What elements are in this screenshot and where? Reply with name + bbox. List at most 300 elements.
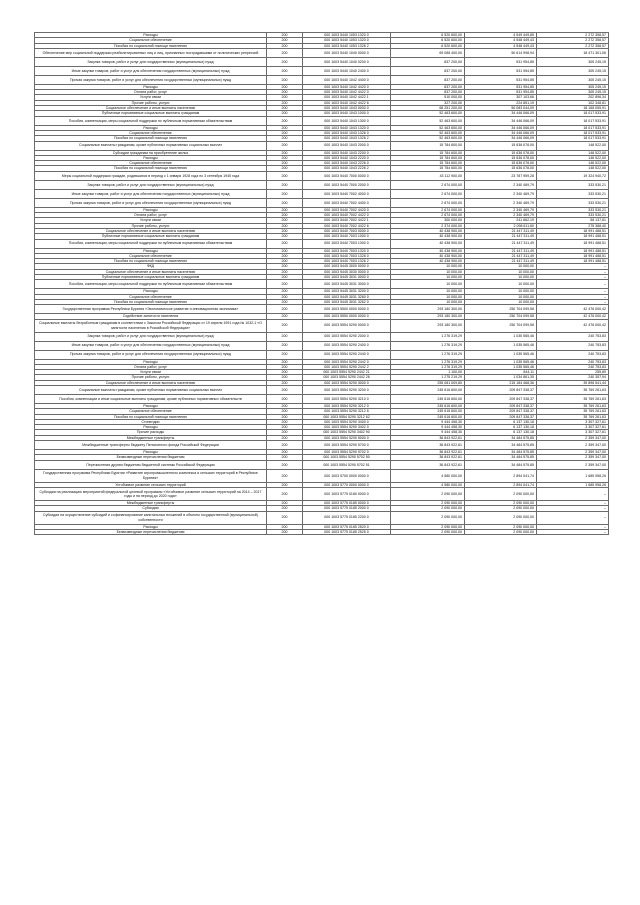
table-row (35, 180, 609, 189)
row-name-cell: Прочие работы, услуги (35, 100, 267, 105)
line-code-cell: 200 (267, 95, 303, 100)
executed-amount-cell: 2 090 000,00 (465, 506, 537, 511)
approved-amount-cell: 43 112 900,00 (391, 171, 465, 180)
budget-code-cell: 000 1003 5445 3031 3262 0 (303, 299, 391, 304)
line-code-cell: 200 (267, 385, 303, 394)
budget-code-cell: 000 1003 5775 0185 2000 0 (303, 506, 391, 511)
unexecuted-amount-cell: 2 359 347,00 (537, 435, 609, 440)
line-code-cell: 200 (267, 319, 303, 332)
line-code-cell: 200 (267, 100, 303, 105)
unexecuted-amount-cell: 148 522,00 (537, 141, 609, 150)
approved-amount-cell: 40 438 900,00 (391, 259, 465, 264)
line-code-cell: 200 (267, 409, 303, 414)
table-row (35, 305, 609, 314)
line-code-cell: 200 (267, 125, 303, 130)
budget-code-cell: 000 1003 5440 7003 1326 0 (303, 253, 391, 258)
unexecuted-amount-cell: 148 522,00 (537, 155, 609, 160)
approved-amount-cell: 2 674 000,00 (391, 189, 465, 198)
line-code-cell: 200 (267, 275, 303, 280)
executed-amount-cell: 2 090 000,00 (465, 511, 537, 524)
row-name-cell: Расходы (35, 524, 267, 529)
budget-code-cell: 000 1003 5775 0180 0000 0 (303, 487, 391, 500)
budget-code-cell: 000 1003 5775 0185 2520 0 (303, 524, 391, 529)
unexecuted-amount-cell: 18 017 533,91 (537, 111, 609, 116)
table-row (35, 460, 609, 469)
approved-amount-cell: 245 616 600,00 (391, 414, 465, 419)
line-code-cell: 200 (267, 48, 303, 57)
line-code-cell: 200 (267, 223, 303, 228)
unexecuted-amount-cell: 102 348,81 (537, 100, 609, 105)
unexecuted-amount-cell: 35 769 261,63 (537, 403, 609, 408)
executed-amount-cell: 15 636 078,00 (465, 141, 537, 150)
budget-code-cell: 000 1003 5440 1042 4422 1 (303, 95, 391, 100)
budget-code-cell: 000 1003 5440 7003 1326 2 (303, 259, 391, 264)
approved-amount-cell: 36 843 922,61 (391, 455, 465, 460)
row-name-cell: Межбюджетные трансферты (35, 435, 267, 440)
budget-code-cell: 000 1003 5554 5290 0000 0 (303, 319, 391, 332)
approved-amount-cell: 837 200,00 (391, 84, 465, 89)
line-code-cell: 200 (267, 314, 303, 319)
approved-amount-cell: 15 784 600,00 (391, 166, 465, 171)
approved-amount-cell: 2 374 000,00 (391, 223, 465, 228)
approved-amount-cell: 245 616 600,00 (391, 394, 465, 403)
line-code-cell: 200 (267, 305, 303, 314)
approved-amount-cell: 1 276 319,29 (391, 359, 465, 364)
line-code-cell: 200 (267, 38, 303, 43)
row-name-cell: Социальное обеспечение (35, 253, 267, 258)
approved-amount-cell: 1 276 319,29 (391, 364, 465, 369)
unexecuted-amount-cell: 18 168 055,91 (537, 106, 609, 111)
approved-amount-cell: 2 090 000,00 (391, 524, 465, 529)
executed-amount-cell: 34 446 066,09 (465, 116, 537, 125)
executed-amount-cell: 1 034 861,35 (465, 375, 537, 380)
row-name-cell: Пособия по социальной помощи населению (35, 136, 267, 141)
row-name-cell: Расходы (35, 155, 267, 160)
line-code-cell: 200 (267, 419, 303, 424)
row-name-cell: Расходы (35, 450, 267, 455)
approved-amount-cell: 6 520 600,00 (391, 33, 465, 38)
line-code-cell: 200 (267, 506, 303, 511)
row-name-cell: Пособия по социальной помощи населению (35, 299, 267, 304)
row-name-cell: Субсидии гражданам на приобретение жилья (35, 150, 267, 155)
executed-amount-cell: 531 954,85 (465, 90, 537, 95)
executed-amount-cell: 209 847 338,37 (465, 409, 537, 414)
approved-amount-cell: 40 438 900,00 (391, 234, 465, 239)
executed-amount-cell: 2 090 000,00 (465, 529, 537, 534)
executed-amount-cell: 21 447 311,49 (465, 259, 537, 264)
unexecuted-amount-cell: – (537, 524, 609, 529)
unexecuted-amount-cell: – (537, 269, 609, 274)
line-code-cell: 200 (267, 111, 303, 116)
budget-code-cell: 000 1003 5554 5290 3400 0 (303, 419, 391, 424)
table-row (35, 116, 609, 125)
row-name-cell: Социальное обеспечение (35, 409, 267, 414)
row-name-cell: Расходы (35, 33, 267, 38)
budget-code-cell: 000 1003 5554 5290 5000 0 (303, 435, 391, 440)
row-name-cell: Пособия по социальной помощи населению (35, 166, 267, 171)
approved-amount-cell: 245 616 600,00 (391, 409, 465, 414)
unexecuted-amount-cell: 18 991 488,51 (537, 259, 609, 264)
unexecuted-amount-cell: 18 991 488,51 (537, 253, 609, 258)
executed-amount-cell: 209 847 338,37 (465, 385, 537, 394)
row-name-cell: Прочие работы, услуги (35, 223, 267, 228)
unexecuted-amount-cell: – (537, 506, 609, 511)
approved-amount-cell: 6 520 600,00 (391, 43, 465, 48)
executed-amount-cell: 2 340 469,79 (465, 213, 537, 218)
row-name-cell: Социальное обеспечение и иные выплаты населению (35, 269, 267, 274)
line-code-cell: 200 (267, 75, 303, 84)
unexecuted-amount-cell: 39 896 541,44 (537, 380, 609, 385)
unexecuted-amount-cell: 148 522,00 (537, 150, 609, 155)
budget-code-cell: 000 1003 5554 5290 3402 90 (303, 430, 391, 435)
executed-amount-cell: 10 000,00 (465, 299, 537, 304)
budget-code-cell: 000 1003 5775 0185 2200 0 (303, 511, 391, 524)
row-name-cell: Стипендии (35, 419, 267, 424)
approved-amount-cell: 1 276 319,29 (391, 332, 465, 341)
unexecuted-amount-cell: 3 307 327,61 (537, 419, 609, 424)
budget-code-cell: 000 1003 5440 1040 0200 0 (303, 57, 391, 66)
unexecuted-amount-cell: 305 245,15 (537, 75, 609, 84)
budget-code-cell: 000 1003 5440 1042 4422 6 (303, 100, 391, 105)
line-code-cell: 200 (267, 130, 303, 135)
approved-amount-cell: 1 276 319,29 (391, 341, 465, 350)
row-name-cell: Услуги связи (35, 218, 267, 223)
unexecuted-amount-cell: – (537, 280, 609, 289)
budget-code-cell: 000 1003 5440 7003 1320 0 (303, 248, 391, 253)
executed-amount-cell: 2 894 041,74 (465, 469, 537, 482)
executed-amount-cell: 34 446 066,09 (465, 136, 537, 141)
executed-amount-cell: 2 090 000,00 (465, 500, 537, 505)
unexecuted-amount-cell: 2 359 347,00 (537, 455, 609, 460)
unexecuted-amount-cell: 305 245,15 (537, 84, 609, 89)
budget-code-cell: 000 1003 5440 1053 1320 0 (303, 38, 391, 43)
line-code-cell: 200 (267, 435, 303, 440)
unexecuted-amount-cell: 18 991 488,51 (537, 228, 609, 233)
executed-amount-cell: 531 954,85 (465, 57, 537, 66)
unexecuted-amount-cell: 35 769 261,63 (537, 414, 609, 419)
approved-amount-cell: 837 200,00 (391, 90, 465, 95)
executed-amount-cell: 21 447 311,49 (465, 234, 537, 239)
row-name-cell: Социальное обеспечение (35, 161, 267, 166)
budget-table-body (35, 33, 609, 535)
unexecuted-amount-cell: 275 388,40 (537, 223, 609, 228)
row-name-cell: Пособия, компенсации и иные социальные выплаты гражданам, кроме публичных нормативных обязательств (35, 394, 267, 403)
unexecuted-amount-cell: 2 359 347,00 (537, 441, 609, 450)
budget-code-cell: 000 1003 5440 7002 4420 0 (303, 207, 391, 212)
row-name-cell: Социальное обеспечение и иные выплаты населению (35, 380, 267, 385)
executed-amount-cell: 50 083 044,09 (465, 106, 537, 111)
unexecuted-amount-cell: 255,89 (537, 370, 609, 375)
approved-amount-cell: 36 843 922,61 (391, 450, 465, 455)
approved-amount-cell: 2 674 000,00 (391, 198, 465, 207)
executed-amount-cell: 34 446 066,09 (465, 111, 537, 116)
unexecuted-amount-cell: 148 522,00 (537, 166, 609, 171)
unexecuted-amount-cell: 19 324 940,72 (537, 171, 609, 180)
line-code-cell: 200 (267, 450, 303, 455)
table-row (35, 171, 609, 180)
executed-amount-cell: 34 484 575,85 (465, 450, 537, 455)
line-code-cell: 200 (267, 259, 303, 264)
unexecuted-amount-cell: 18 991 488,51 (537, 234, 609, 239)
line-code-cell: 200 (267, 239, 303, 248)
row-name-cell: Услуги связи (35, 95, 267, 100)
approved-amount-cell: 837 200,00 (391, 57, 465, 66)
budget-code-cell: 000 1003 5445 3030 0000 0 (303, 269, 391, 274)
line-code-cell: 200 (267, 228, 303, 233)
approved-amount-cell: 300 000,00 (391, 218, 465, 223)
unexecuted-amount-cell: 42 476 000,42 (537, 305, 609, 314)
executed-amount-cell: 2 098 611,60 (465, 223, 537, 228)
budget-code-cell: 000 1003 5554 5290 3200 0 (303, 385, 391, 394)
approved-amount-cell: 1 100,00 (391, 370, 465, 375)
row-name-cell: Обеспечение мер социальной поддержки реабилитированных лиц и лиц, признанных пострадавшими от политических репрессий (35, 48, 267, 57)
line-code-cell: 200 (267, 375, 303, 380)
line-code-cell: 200 (267, 394, 303, 403)
executed-amount-cell: 4 548 449,43 (465, 43, 537, 48)
row-name-cell: ФКД (35, 264, 267, 269)
executed-amount-cell: 2 340 469,79 (465, 180, 537, 189)
approved-amount-cell: 4 580 000,00 (391, 482, 465, 487)
row-name-cell: Социальные выплаты безработным гражданам в соответствии с Законом Российской Федерации от 19 апреля 1991 года № 1032-1 «О занятости населения в Российской Федерации» (35, 319, 267, 332)
executed-amount-cell: 50 614 998,94 (465, 48, 537, 57)
approved-amount-cell: 10 000,00 (391, 264, 465, 269)
executed-amount-cell: 250 704 099,58 (465, 305, 537, 314)
row-name-cell: Публичные нормативные социальные выплаты гражданам (35, 234, 267, 239)
table-row (35, 280, 609, 289)
budget-code-cell: 000 1003 5554 5290 3402 0 (303, 425, 391, 430)
unexecuted-amount-cell: 240 753,83 (537, 359, 609, 364)
row-name-cell: Меры социальной поддержки граждан, родившихся в период с 1 января 1928 года по 3 сентября 1945 года (35, 171, 267, 180)
row-name-cell: Прочая закупка товаров, работ и услуг для обеспечения государственных (муниципальных) нужд (35, 198, 267, 207)
unexecuted-amount-cell: 18 471 301,06 (537, 48, 609, 57)
row-name-cell: Социальное обеспечение и иные выплаты населению (35, 106, 267, 111)
approved-amount-cell: 52 463 600,00 (391, 125, 465, 130)
row-name-cell: Социальные выплаты гражданам, кроме публичных нормативных социальных выплат (35, 141, 267, 150)
budget-code-cell: 000 1003 5554 5290 2442 2 (303, 364, 391, 369)
unexecuted-amount-cell: 2 272 358,57 (537, 38, 609, 43)
line-code-cell: 200 (267, 161, 303, 166)
row-name-cell: Субсидии (35, 506, 267, 511)
line-code-cell: 200 (267, 155, 303, 160)
table-row (35, 66, 609, 75)
approved-amount-cell: 10 000,00 (391, 280, 465, 289)
line-code-cell: 200 (267, 43, 303, 48)
row-name-cell: Расходы (35, 248, 267, 253)
budget-code-cell: 000 1003 5554 5290 2400 0 (303, 341, 391, 350)
unexecuted-amount-cell: – (537, 264, 609, 269)
budget-table (34, 32, 609, 535)
budget-code-cell: 000 1003 5500 0000 0000 0 (303, 305, 391, 314)
table-row (35, 75, 609, 84)
approved-amount-cell: 40 438 900,00 (391, 248, 465, 253)
line-code-cell: 200 (267, 487, 303, 500)
table-row (35, 239, 609, 248)
executed-amount-cell: 209 847 338,37 (465, 414, 537, 419)
budget-code-cell: 000 1003 5554 5290 3212 0 (303, 403, 391, 408)
row-name-cell: Пособия по социальной помощи населению (35, 43, 267, 48)
budget-code-cell: 000 1003 5554 5290 3000 0 (303, 380, 391, 385)
executed-amount-cell: 307 103,66 (465, 95, 537, 100)
approved-amount-cell: 10 000,00 (391, 289, 465, 294)
budget-code-cell: 000 1003 5440 1053 1320 0 (303, 33, 391, 38)
executed-amount-cell: 209 847 338,37 (465, 403, 537, 408)
budget-code-cell: 000 1003 5440 1042 4420 0 (303, 84, 391, 89)
line-code-cell: 200 (267, 106, 303, 111)
approved-amount-cell: 4 580 000,00 (391, 469, 465, 482)
executed-amount-cell: 2 340 469,79 (465, 207, 537, 212)
unexecuted-amount-cell: 333 530,21 (537, 213, 609, 218)
budget-code-cell: 000 1003 5440 1040 0000 0 (303, 48, 391, 57)
unexecuted-amount-cell: 35 769 261,63 (537, 385, 609, 394)
executed-amount-cell: 23 787 959,28 (465, 171, 537, 180)
approved-amount-cell: 245 616 600,00 (391, 403, 465, 408)
approved-amount-cell: 68 251 200,00 (391, 106, 465, 111)
row-name-cell: Публичные нормативные социальные выплаты гражданам (35, 111, 267, 116)
unexecuted-amount-cell: – (537, 294, 609, 299)
row-name-cell: Иные закупки товаров, работ и услуг для обеспечения государственных (муниципальных) нужд (35, 189, 267, 198)
approved-amount-cell: 10 000,00 (391, 294, 465, 299)
row-name-cell: Государственная программа Республики Бурятия «Развитие агропромышленного комплекса и сельских территорий в Республике Бурятия» (35, 469, 267, 482)
approved-amount-cell: 40 438 900,00 (391, 253, 465, 258)
executed-amount-cell: 531 954,85 (465, 75, 537, 84)
budget-code-cell: 000 1003 5700 0000 0000 0 (303, 469, 391, 482)
unexecuted-amount-cell: 305 245,15 (537, 66, 609, 75)
row-name-cell: Расходы (35, 425, 267, 430)
line-code-cell: 200 (267, 90, 303, 95)
approved-amount-cell: 52 463 600,00 (391, 130, 465, 135)
line-code-cell: 200 (267, 66, 303, 75)
approved-amount-cell: 15 784 600,00 (391, 150, 465, 155)
line-code-cell: 200 (267, 460, 303, 469)
row-name-cell: Безвозмездные перечисления бюджетам (35, 455, 267, 460)
unexecuted-amount-cell: 240 753,83 (537, 332, 609, 341)
executed-amount-cell: 1 035 565,46 (465, 364, 537, 369)
budget-code-cell: 000 1003 5440 1043 1300 0 (303, 116, 391, 125)
line-code-cell: 200 (267, 234, 303, 239)
row-name-cell: Перечисления другим бюджетам бюджетной системы Российской Федерации (35, 460, 267, 469)
line-code-cell: 200 (267, 198, 303, 207)
row-name-cell: Расходы (35, 289, 267, 294)
executed-amount-cell: 1 035 565,46 (465, 359, 537, 364)
line-code-cell: 200 (267, 403, 303, 408)
line-code-cell: 200 (267, 171, 303, 180)
budget-code-cell: 000 1003 5554 5290 2440 0 (303, 350, 391, 359)
executed-amount-cell: 4 548 449,43 (465, 38, 537, 43)
unexecuted-amount-cell: 18 017 533,91 (537, 136, 609, 141)
line-code-cell: 200 (267, 425, 303, 430)
unexecuted-amount-cell: 18 017 533,91 (537, 130, 609, 135)
row-name-cell: Устойчивое развитие сельских территорий (35, 482, 267, 487)
line-code-cell: 200 (267, 430, 303, 435)
executed-amount-cell: 15 636 078,00 (465, 155, 537, 160)
executed-amount-cell: 10 000,00 (465, 294, 537, 299)
executed-amount-cell: 224 851,19 (465, 100, 537, 105)
line-code-cell: 200 (267, 84, 303, 89)
executed-amount-cell: 15 636 078,00 (465, 161, 537, 166)
budget-code-cell: 000 1003 5554 5290 2442 26 (303, 375, 391, 380)
line-code-cell: 200 (267, 269, 303, 274)
line-code-cell: 200 (267, 380, 303, 385)
approved-amount-cell: 69 088 400,00 (391, 48, 465, 57)
executed-amount-cell: 34 484 575,85 (465, 441, 537, 450)
budget-code-cell: 000 1003 5440 7002 4400 0 (303, 198, 391, 207)
executed-amount-cell: 34 446 066,09 (465, 130, 537, 135)
executed-amount-cell: 10 000,00 (465, 269, 537, 274)
unexecuted-amount-cell: 333 530,21 (537, 189, 609, 198)
budget-code-cell: 000 1003 5440 1043 2000 0 (303, 141, 391, 150)
approved-amount-cell: 2 090 000,00 (391, 500, 465, 505)
approved-amount-cell: 2 090 000,00 (391, 487, 465, 500)
budget-code-cell: 000 1003 5440 1053 1326 2 (303, 43, 391, 48)
approved-amount-cell: 10 000,00 (391, 299, 465, 304)
executed-amount-cell: 34 484 575,85 (465, 460, 537, 469)
row-name-cell: Публичные нормативные социальные выплаты гражданам (35, 275, 267, 280)
table-row (35, 189, 609, 198)
executed-amount-cell: 21 447 311,49 (465, 228, 537, 233)
table-row (35, 529, 609, 534)
unexecuted-amount-cell: – (537, 299, 609, 304)
unexecuted-amount-cell: 35 769 261,63 (537, 394, 609, 403)
executed-amount-cell: 34 484 575,85 (465, 455, 537, 460)
unexecuted-amount-cell: 2 272 358,57 (537, 43, 609, 48)
row-name-cell: Расходы (35, 207, 267, 212)
table-row (35, 469, 609, 482)
approved-amount-cell: 52 463 600,00 (391, 136, 465, 141)
executed-amount-cell: 1 035 565,46 (465, 341, 537, 350)
row-name-cell: Безвозмездные перечисления бюджетам (35, 529, 267, 534)
line-code-cell: 200 (267, 441, 303, 450)
unexecuted-amount-cell: 2 359 347,00 (537, 460, 609, 469)
budget-code-cell: 000 1003 5440 1043 1326 2 (303, 136, 391, 141)
budget-code-cell: 000 1003 5440 7000 0000 0 (303, 171, 391, 180)
approved-amount-cell: 327 200,00 (391, 100, 465, 105)
executed-amount-cell: 6 137 130,18 (465, 425, 537, 430)
executed-amount-cell: 21 447 311,49 (465, 253, 537, 258)
executed-amount-cell: 34 484 575,85 (465, 435, 537, 440)
row-name-cell: Социальное обеспечение (35, 294, 267, 299)
budget-code-cell: 000 1003 5445 3031 3260 0 (303, 294, 391, 299)
table-row (35, 48, 609, 57)
executed-amount-cell: 6 137 130,18 (465, 419, 537, 424)
approved-amount-cell: 293 180 300,00 (391, 314, 465, 319)
executed-amount-cell: 34 446 066,09 (465, 125, 537, 130)
row-name-cell: Иные закупки товаров, работ и услуг для обеспечения государственных (муниципальных) нужд (35, 66, 267, 75)
unexecuted-amount-cell: – (537, 511, 609, 524)
row-name-cell: Пособия по социальной помощи населению (35, 414, 267, 419)
table-row (35, 57, 609, 66)
budget-code-cell: 000 1003 5440 7003 1000 0 (303, 234, 391, 239)
line-code-cell: 200 (267, 500, 303, 505)
approved-amount-cell: 36 843 922,61 (391, 441, 465, 450)
executed-amount-cell: 21 447 311,49 (465, 248, 537, 253)
row-name-cell: Закупка товаров, работ и услуг для государственных (муниципальных) нужд (35, 57, 267, 66)
approved-amount-cell: 15 784 600,00 (391, 161, 465, 166)
approved-amount-cell: 9 444 458,30 (391, 419, 465, 424)
line-code-cell: 200 (267, 213, 303, 218)
approved-amount-cell: 837 200,00 (391, 75, 465, 84)
budget-code-cell: 000 1003 5775 0185 2525 0 (303, 529, 391, 534)
unexecuted-amount-cell: 3 307 327,61 (537, 425, 609, 430)
line-code-cell: 200 (267, 359, 303, 364)
approved-amount-cell: 9 444 458,30 (391, 425, 465, 430)
approved-amount-cell: 52 463 600,00 (391, 111, 465, 116)
approved-amount-cell: 10 000,00 (391, 269, 465, 274)
budget-code-cell: 000 1003 5554 5290 5702 51 (303, 460, 391, 469)
budget-code-cell: 000 1003 5554 5290 5700 0 (303, 441, 391, 450)
row-name-cell: Субсидии на реализацию мероприятий федеральной целевой программы «Устойчивое развитие сельских территорий на 2014 – 2017 годы и на период до 2020 года» (35, 487, 267, 500)
budget-code-cell: 000 1003 5440 1043 0000 0 (303, 106, 391, 111)
approved-amount-cell: 36 843 922,61 (391, 460, 465, 469)
